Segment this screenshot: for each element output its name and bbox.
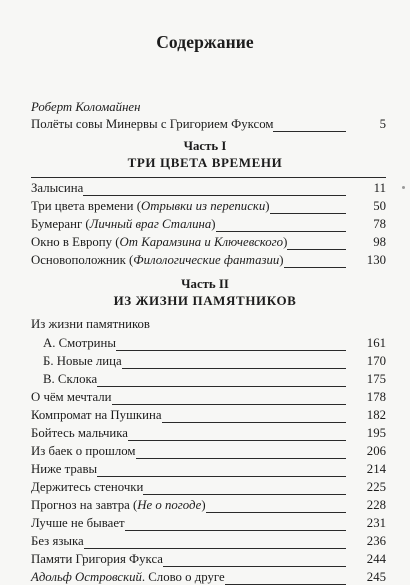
leader-line bbox=[206, 512, 346, 513]
toc-entry-title: О чём мечтали bbox=[31, 390, 112, 404]
toc-entry-page: 170 bbox=[366, 354, 386, 368]
toc-entry[interactable] bbox=[31, 180, 386, 196]
toc-entry-title: В. Склока bbox=[43, 372, 98, 386]
toc-group-title: Из жизни памятников bbox=[31, 317, 150, 331]
toc-entry-title: Прогноз на завтра (Не о погоде) bbox=[31, 498, 206, 512]
toc-entry-page: 245 bbox=[366, 570, 386, 584]
toc-subentry[interactable] bbox=[43, 335, 386, 351]
toc-entry-title: Залысина bbox=[31, 181, 84, 195]
toc-entry[interactable] bbox=[31, 234, 386, 250]
toc-entry[interactable] bbox=[31, 407, 386, 423]
toc-entry[interactable] bbox=[31, 216, 386, 232]
toc-entry-page: 244 bbox=[366, 552, 386, 566]
toc-entry[interactable] bbox=[31, 443, 386, 459]
toc-entry[interactable] bbox=[31, 116, 386, 132]
leader-line bbox=[162, 422, 346, 423]
toc-entry-title: А. Смотрины bbox=[43, 336, 116, 350]
toc-entry-title: Лучше не бывает bbox=[31, 516, 125, 530]
intro-author: Роберт Коломайнен bbox=[31, 100, 141, 114]
toc-entry-page: 178 bbox=[366, 390, 386, 404]
toc-entry-page: 228 bbox=[366, 498, 386, 512]
leader-line bbox=[84, 548, 346, 549]
leader-line bbox=[287, 249, 346, 250]
toc-entry-title: Без языка bbox=[31, 534, 84, 548]
leader-line bbox=[83, 195, 346, 196]
toc-subentry[interactable] bbox=[43, 353, 386, 369]
toc-entry-title: Держитесь стеночки bbox=[31, 480, 144, 494]
toc-entry-title: Б. Новые лица bbox=[43, 354, 122, 368]
toc-entry-page: 225 bbox=[366, 480, 386, 494]
toc-entry-page: 98 bbox=[373, 235, 386, 249]
toc-entry-page: 175 bbox=[366, 372, 386, 386]
paper-speck bbox=[402, 186, 405, 189]
toc-entry-page: 50 bbox=[373, 199, 386, 213]
toc-entry[interactable] bbox=[31, 569, 386, 585]
toc-entry[interactable] bbox=[31, 425, 386, 441]
part-label: Часть II bbox=[181, 277, 229, 291]
leader-line bbox=[136, 458, 346, 459]
part-title: ИЗ ЖИЗНИ ПАМЯТНИКОВ bbox=[113, 293, 297, 308]
leader-line bbox=[112, 404, 346, 405]
toc-entry-page: 195 bbox=[366, 426, 386, 440]
toc-entry-title: Три цвета времени (Отрывки из переписки) bbox=[31, 199, 270, 213]
leader-line bbox=[125, 530, 346, 531]
leader-line bbox=[143, 494, 346, 495]
toc-entry-page: 11 bbox=[373, 181, 386, 195]
toc-entry[interactable] bbox=[31, 198, 386, 214]
toc-entry[interactable] bbox=[31, 252, 386, 268]
leader-line bbox=[97, 476, 346, 477]
leader-line bbox=[116, 350, 346, 351]
leader-line bbox=[163, 566, 346, 567]
toc-entry-title: Ниже травы bbox=[31, 462, 98, 476]
toc-entry-page: 78 bbox=[373, 217, 386, 231]
toc-entry-page: 5 bbox=[379, 117, 386, 131]
toc-entry-title: Бойтесь мальчика bbox=[31, 426, 128, 440]
toc-entry[interactable] bbox=[31, 515, 386, 531]
toc-entry-page: 214 bbox=[366, 462, 386, 476]
toc-entry[interactable] bbox=[31, 461, 386, 477]
toc-entry-page: 206 bbox=[366, 444, 386, 458]
leader-line bbox=[216, 231, 346, 232]
toc-entry-page: 231 bbox=[366, 516, 386, 530]
leader-line bbox=[270, 213, 346, 214]
leader-line bbox=[97, 386, 346, 387]
toc-entry-page: 161 bbox=[366, 336, 386, 350]
part-title: ТРИ ЦВЕТА ВРЕМЕНИ bbox=[127, 155, 283, 170]
leader-line bbox=[273, 131, 346, 132]
toc-entry-title: Бумеранг (Личный враг Сталина) bbox=[31, 217, 216, 231]
toc-entry-title: Полёты совы Минервы с Григорием Фуксом bbox=[31, 117, 274, 131]
toc-entry[interactable] bbox=[31, 389, 386, 405]
leader-line bbox=[284, 267, 346, 268]
leader-line bbox=[128, 440, 346, 441]
toc-entry[interactable] bbox=[31, 533, 386, 549]
toc-entry-title: Из баек о прошлом bbox=[31, 444, 136, 458]
toc-entry-page: 236 bbox=[366, 534, 386, 548]
toc-entry-page: 182 bbox=[366, 408, 386, 422]
toc-entry-title: Адольф Островский. Слово о друге bbox=[31, 570, 225, 584]
toc-entry-title: Основоположник (Филологические фантазии) bbox=[31, 253, 284, 267]
page-title: Содержание bbox=[156, 32, 254, 52]
toc-entry[interactable] bbox=[31, 497, 386, 513]
toc-entry[interactable] bbox=[31, 479, 386, 495]
toc-entry-title: Окно в Европу (От Карамзина и Ключевского) bbox=[31, 235, 288, 249]
toc-entry-title: Памяти Григория Фукса bbox=[31, 552, 163, 566]
section-divider bbox=[31, 177, 386, 178]
leader-line bbox=[122, 368, 346, 369]
toc-entry-title: Компромат на Пушкина bbox=[31, 408, 162, 422]
toc-subentry[interactable] bbox=[43, 371, 386, 387]
toc-entry-page: 130 bbox=[366, 253, 386, 267]
part-label: Часть I bbox=[183, 139, 227, 153]
